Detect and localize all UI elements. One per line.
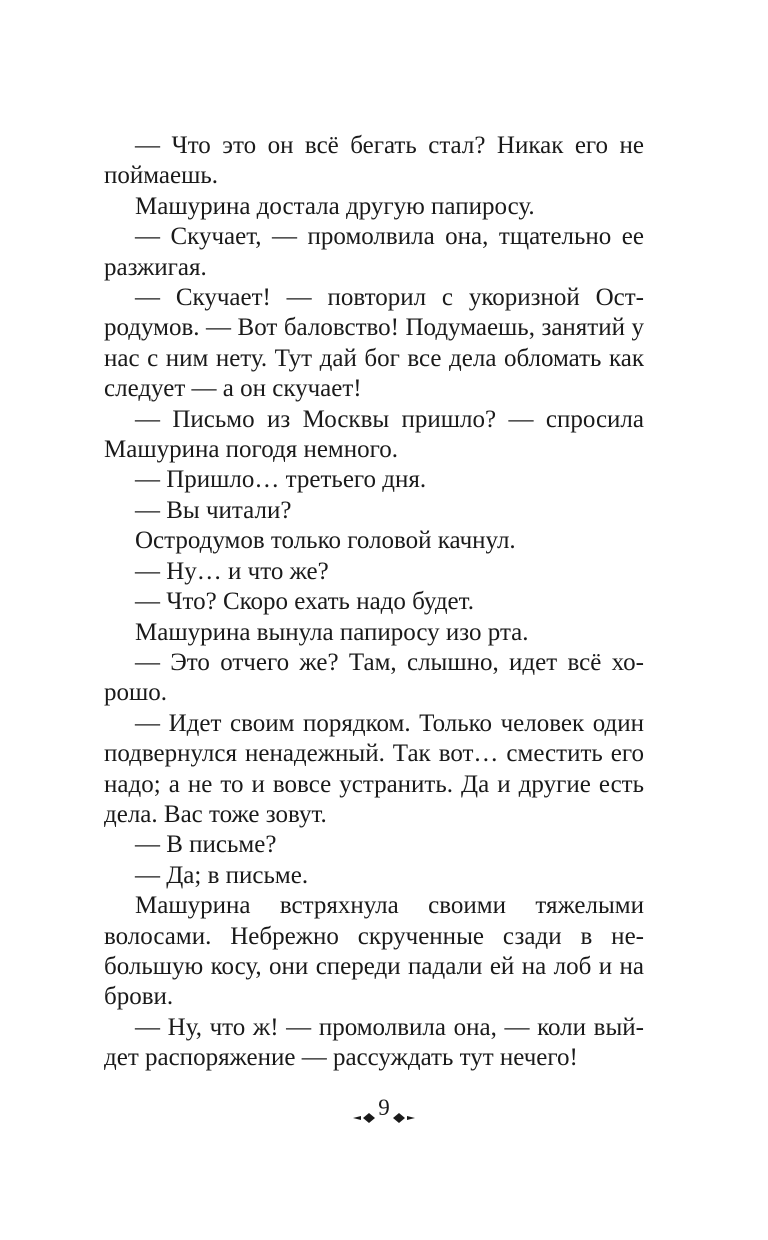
- paragraph-4: — Скучает! — повторил с укоризной Остродумов. — Вот баловство! Подумаешь, занятий у нас с ним нету. Тут дай бог все дела обломать как следует — а он скучает!: [104, 284, 644, 403]
- diamond-arrow-right-icon: [393, 1103, 415, 1113]
- paragraph-12: — Это отчего же? Там, слышно, идет всё хорошо.: [104, 648, 644, 707]
- paragraph-2: Машурина достала другую папиросу.: [135, 192, 535, 220]
- page-number: 9: [378, 1094, 390, 1120]
- paragraph-7: — Вы читали?: [135, 496, 292, 524]
- paragraph-13: — Идет своим порядком. Только человек один подвернулся ненадежный. Так вот… сместить его надо; а не то и вовсе устранить. Да и другие есть дела. Вас тоже зовут.: [104, 709, 644, 828]
- paragraph-14: — В письме?: [135, 831, 277, 859]
- paragraph-5: — Письмо из Москвы пришло? — спросила Машурина погодя немного.: [104, 405, 644, 464]
- paragraph-15: — Да; в письме.: [135, 861, 309, 889]
- paragraph-9: — Ну… и что же?: [135, 557, 329, 585]
- paragraph-16: Машурина встряхнула своими тяжелыми волосами. Небрежно скрученные сзади в небольшую косу, они спереди падали ей на лоб и на брови.: [104, 892, 644, 1011]
- diamond-arrow-left-icon: [353, 1103, 375, 1113]
- paragraph-6: — Пришло… третьего дня.: [135, 466, 427, 494]
- paragraph-10: — Что? Скоро ехать надо будет.: [135, 588, 474, 616]
- paragraph-8: Остродумов только головой качнул.: [135, 527, 516, 555]
- body-text: [104, 131, 644, 1074]
- paragraph-1: — Что это он всё бегать стал? Никак его не поймаешь.: [104, 132, 644, 190]
- paragraph-11: Машурина вынула папиросу изо рта.: [135, 618, 529, 646]
- paragraph-17: — Ну, что ж! — промолвила она, — коли выйдет распоряжение — рассуждать тут нечего!: [104, 1013, 644, 1072]
- page-footer: [0, 1093, 768, 1121]
- paragraph-3: — Скучает, — промолвила она, тщательно ее разжигая.: [104, 223, 644, 281]
